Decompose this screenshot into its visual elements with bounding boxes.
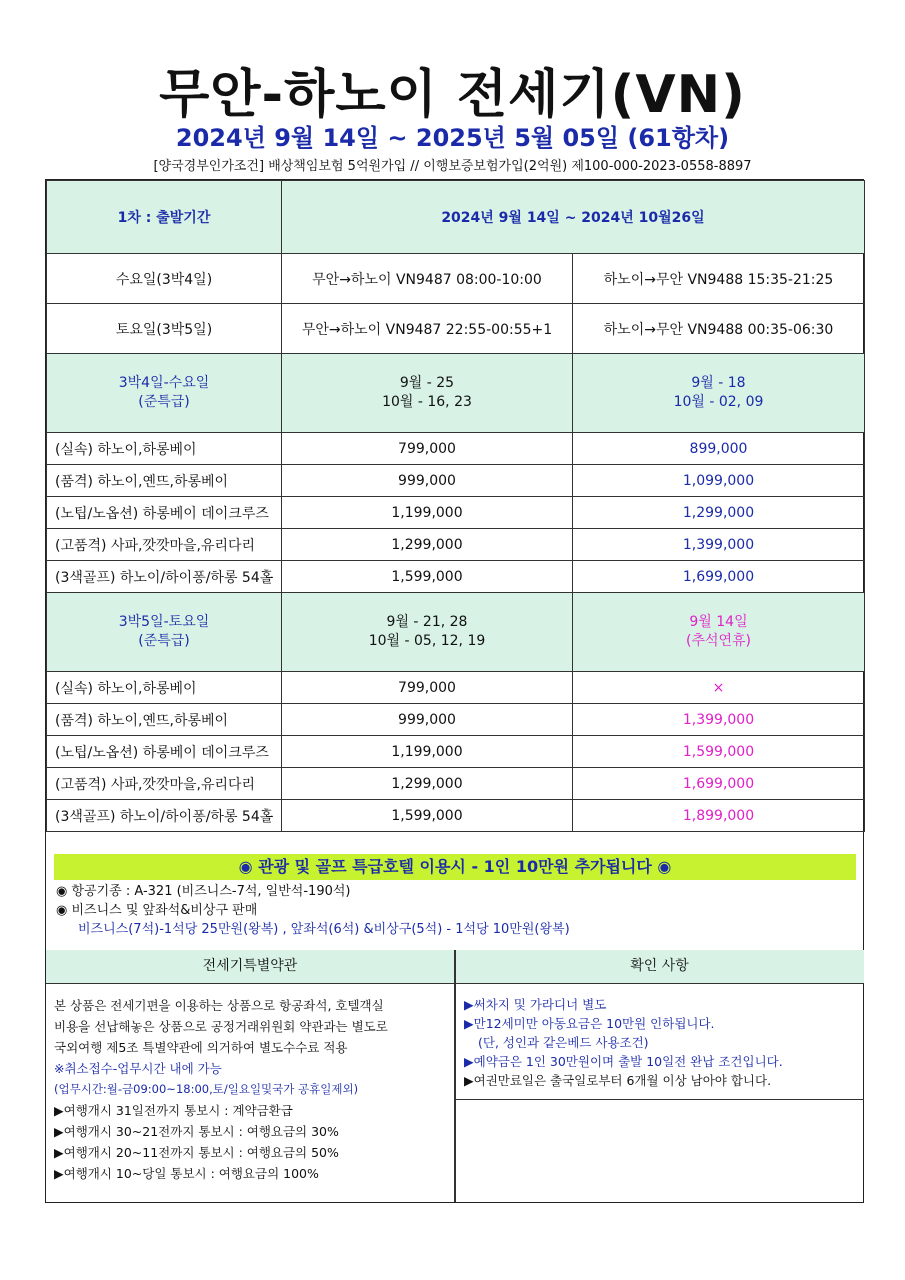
- confirm-line: ▶예약금은 1인 30만원이며 출발 10일전 완납 조건입니다.: [464, 1054, 783, 1069]
- terms-line: 국외여행 제5조 특별약관에 의거하여 별도수수료 적용: [54, 1040, 348, 1055]
- dates-b-line2: (추석연휴): [685, 633, 752, 649]
- price-b: 1,699,000: [573, 561, 865, 593]
- flight-day: 토요일(3박5일): [47, 304, 282, 354]
- table-row: [47, 736, 865, 768]
- flight-day: 수요일(3박4일): [47, 254, 282, 304]
- section-dates-b: [573, 354, 865, 433]
- product-name: (품격) 하노이,옌뜨,하롱베이: [47, 465, 282, 497]
- seat-sales-info: ◉ 비즈니스 및 앞좌석&비상구 판매: [56, 903, 258, 918]
- terms-section: [46, 950, 864, 1202]
- dates-a-line1: 9월 - 25: [399, 375, 455, 391]
- dates-a-line2: 10월 - 05, 12, 19: [368, 633, 486, 649]
- section-header-row: [47, 593, 865, 672]
- price-a: 1,599,000: [282, 561, 573, 593]
- product-name: (고품격) 사파,깟깟마을,유리다리: [47, 768, 282, 800]
- table-row: [47, 529, 865, 561]
- table-row: [47, 465, 865, 497]
- section-name-line1: 3박5일-토요일: [118, 614, 210, 630]
- aircraft-info: ◉ 항공기종 : A-321 (비즈니스-7석, 일반석-190석): [56, 884, 351, 899]
- cancel-note: ※취소접수-업무시간 내에 가능: [54, 1061, 222, 1076]
- page-subtitle: 2024년 9월 14일 ~ 2025년 5월 05일 (61항차): [175, 124, 730, 152]
- product-name: (3색골프) 하노이/하이퐁/하롱 54홀: [47, 561, 282, 593]
- price-a: 999,000: [282, 465, 573, 497]
- dates-b-line1: 9월 14일: [689, 614, 748, 630]
- dates-b-line1: 9월 - 18: [691, 375, 746, 391]
- table-row: [47, 433, 865, 465]
- price-a: 1,299,000: [282, 529, 573, 561]
- flight-row: [47, 254, 865, 304]
- section-name-line1: 3박4일-수요일: [118, 375, 210, 391]
- section-header-row: [47, 354, 865, 433]
- dates-a-line1: 9월 - 21, 28: [386, 614, 468, 630]
- period-dates: 2024년 9월 14일 ~ 2024년 10월26일: [282, 181, 865, 254]
- flight-outbound: 무안→하노이 VN9487 08:00-10:00: [282, 254, 573, 304]
- confirm-divider: [455, 1099, 864, 1100]
- section-dates-b: [573, 593, 865, 672]
- price-a: 799,000: [282, 433, 573, 465]
- flight-outbound: 무안→하노이 VN9487 22:55-00:55+1: [282, 304, 573, 354]
- business-hours-note: (업무시간:월-금09:00~18:00,토/일요일및국가 공휴일제외): [54, 1082, 359, 1096]
- section-dates-a: [282, 593, 573, 672]
- price-b: 1,399,000: [573, 529, 865, 561]
- insurance-info: [양국경부인가조건] 배상책임보험 5억원가입 // 이행보증보험가입(2억원) 제100-000-2023-0558-8897: [153, 159, 752, 174]
- price-b: 1,899,000: [573, 800, 865, 832]
- section-name-line2: (준특급): [138, 394, 190, 410]
- price-b: 1,399,000: [573, 704, 865, 736]
- price-a: 1,199,000: [282, 736, 573, 768]
- table-row: [47, 704, 865, 736]
- refund-rule: ▶여행개시 20~11전까지 통보시 : 여행요금의 50%: [54, 1145, 339, 1160]
- product-name: (3색골프) 하노이/하이퐁/하롱 54홀: [47, 800, 282, 832]
- terms-line: 비용을 선납해놓은 상품으로 공정거래위원회 약관과는 별도로: [54, 1019, 388, 1034]
- terms-title: 전세기특별약관: [46, 950, 454, 984]
- hotel-upgrade-banner: ◉ 관광 및 골프 특급호텔 이용시 - 1인 10만원 추가됩니다 ◉: [54, 854, 856, 880]
- price-table: [46, 180, 865, 832]
- period-header-row: [47, 181, 865, 254]
- price-a: 1,299,000: [282, 768, 573, 800]
- price-b: 1,599,000: [573, 736, 865, 768]
- price-b: 1,299,000: [573, 497, 865, 529]
- section-name: [47, 354, 282, 433]
- confirm-line: ▶만12세미만 아동요금은 10만원 인하됩니다.: [464, 1016, 715, 1031]
- price-b: 1,699,000: [573, 768, 865, 800]
- section-name: [47, 593, 282, 672]
- flight-row: [47, 304, 865, 354]
- price-a: 799,000: [282, 672, 573, 704]
- flight-inbound: 하노이→무안 VN9488 15:35-21:25: [573, 254, 865, 304]
- seat-price-info: 비즈니스(7석)-1석당 25만원(왕복) , 앞좌석(6석) &비상구(5석) - 1석당 10만원(왕복): [78, 922, 570, 937]
- price-b: 1,099,000: [573, 465, 865, 497]
- dates-a-line2: 10월 - 16, 23: [382, 394, 472, 410]
- dates-b-line2: 10월 - 02, 09: [673, 394, 764, 410]
- confirm-body: [464, 995, 859, 1090]
- confirm-title: 확인 사항: [455, 950, 864, 984]
- product-name: (노팁/노옵션) 하롱베이 데이크루즈: [47, 736, 282, 768]
- flight-inbound: 하노이→무안 VN9488 00:35-06:30: [573, 304, 865, 354]
- product-name: (고품격) 사파,깟깟마을,유리다리: [47, 529, 282, 561]
- table-row: [47, 768, 865, 800]
- table-row: [47, 497, 865, 529]
- price-a: 1,199,000: [282, 497, 573, 529]
- product-name: (노팁/노옵션) 하롱베이 데이크루즈: [47, 497, 282, 529]
- table-row: [47, 672, 865, 704]
- price-a: 1,599,000: [282, 800, 573, 832]
- table-row: [47, 561, 865, 593]
- price-a: 999,000: [282, 704, 573, 736]
- terms-body: [54, 995, 449, 1184]
- table-row: [47, 800, 865, 832]
- confirm-line: ▶여권만료일은 출국일로부터 6개월 이상 남아야 합니다.: [464, 1073, 772, 1088]
- confirm-line: (단, 성인과 같은베드 사용조건): [478, 1035, 649, 1050]
- section-dates-a: [282, 354, 573, 433]
- notice-section: [46, 837, 864, 951]
- period-label: 1차 : 출발기간: [47, 181, 282, 254]
- schedule-sheet: [45, 179, 864, 1203]
- refund-rule: ▶여행개시 30~21전까지 통보시 : 여행요금의 30%: [54, 1124, 339, 1139]
- product-name: (실속) 하노이,하롱베이: [47, 433, 282, 465]
- refund-rule: ▶여행개시 10~당일 통보시 : 여행요금의 100%: [54, 1166, 319, 1181]
- refund-rule: ▶여행개시 31일전까지 통보시 : 계약금환급: [54, 1103, 293, 1118]
- product-name: (품격) 하노이,옌뜨,하롱베이: [47, 704, 282, 736]
- price-b: ×: [573, 672, 865, 704]
- price-b: 899,000: [573, 433, 865, 465]
- column-divider: [454, 950, 456, 1202]
- page-title: 무안-하노이 전세기(VN): [159, 65, 746, 125]
- section-name-line2: (준특급): [138, 633, 190, 649]
- confirm-line: ▶써차지 및 가라디너 별도: [464, 997, 607, 1012]
- terms-line: 본 상품은 전세기편을 이용하는 상품으로 항공좌석, 호텔객실: [54, 998, 384, 1013]
- product-name: (실속) 하노이,하롱베이: [47, 672, 282, 704]
